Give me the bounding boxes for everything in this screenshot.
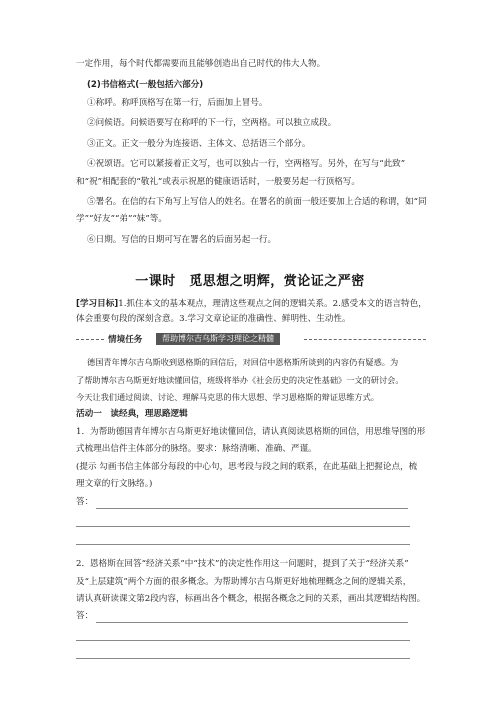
answer-line[interactable] <box>76 658 410 659</box>
learning-goals-text-1: 1.抓住本文的基本观点，理清这些观点之间的逻辑关系。2.感受本文的语言特色， <box>118 299 427 309</box>
format-item-4: ④祝颂语。它可以紧接着正文写，也可以独占一行，空两格写。另外，在写与“此致” <box>87 159 406 169</box>
question-1-hint-1: (提示 勾画书信主体部分每段的中心句，思考段与段之间的联系，在此基础上把握论点，梳 <box>76 462 418 472</box>
task-intro-1: 德国青年博尔吉乌斯收到恩格斯的回信后，对回信中恩格斯所谈到的内容仍有疑惑。为 <box>87 357 399 367</box>
answer-label-2: 答： <box>76 611 94 621</box>
answer-line[interactable] <box>76 544 410 545</box>
paragraph-tail: 一定作用，每个时代都需要而且能够创造出自己时代的伟大人物。 <box>76 59 326 69</box>
answer-line[interactable] <box>76 526 410 527</box>
learning-goals-label: [学习目标] <box>76 299 119 309</box>
learning-goals-line-1 <box>76 298 426 310</box>
format-item-5: ⑤署名。在信的右下角写上写信人的姓名。在署名的前面一般还要加上合适的称谓，如“同 <box>87 197 427 207</box>
task-intro-3: 今天让我们通过阅读、讨论、理解马克思的伟大思想、学习恩格斯的辩证思维方式。 <box>76 392 379 402</box>
question-1-line-1: 1．为帮助德国青年博尔吉乌斯更好地读懂回信，请认真阅读恩格斯的回信，用思维导图的形 <box>76 427 426 437</box>
question-2-line-2: 及“上层建筑”两个方面的很多概念。为帮助博尔吉乌斯更好地梳理概念之间的逻辑关系， <box>76 577 412 587</box>
format-item-1: ①称呼。称呼顶格写在第一行，后面加上冒号。 <box>87 98 268 108</box>
format-item-6: ⑥日期。写信的日期可写在署名的后面另起一行。 <box>87 235 277 245</box>
question-1-line-2: 式梳理出信件主体部分的脉络。要求：脉络清晰、准确、严谨。 <box>76 444 317 454</box>
activity-title: 活动一 读经典，理思路逻辑 <box>76 409 188 419</box>
answer-line[interactable] <box>76 640 410 641</box>
lesson-title: 一课时 觅思想之明辉，赏论证之严密 <box>135 274 365 289</box>
format-item-2: ②问候语。问候语要写在称呼的下一行，空两格。可以独立成段。 <box>87 118 337 128</box>
answer-line[interactable] <box>96 622 408 623</box>
question-1-hint-2: 理文章的行文脉络。) <box>76 479 153 489</box>
task-banner <box>76 333 426 345</box>
task-intro-2: 了帮助博尔吉乌斯更好地读懂回信，班级将举办《社会历史的决定性基础》一文的研讨会。 <box>76 375 404 385</box>
question-2-line-1: 2．恩格斯在回答“经济关系”中“技术”的决定性作用这一问题时，提到了关于“经济关系” <box>76 559 409 569</box>
banner-dash-right <box>304 339 426 340</box>
banner-dash-left <box>76 339 104 340</box>
learning-goals-line-2: 体会重要句段的深刻含意。3.学习文章论证的准确性、鲜明性、生动性。 <box>76 314 351 324</box>
format-item-3: ③正文。正文一般分为连接语、主体文、总括语三个部分。 <box>87 139 311 149</box>
task-label: 情境任务 <box>108 335 143 345</box>
format-item-4-cont: 和“祝”相配套的“敬礼”或表示祝愿的健康语话时，一般要另起一行顶格写。 <box>76 177 360 187</box>
format-item-5-cont: 学”“好友”“弟”“妹”等。 <box>76 214 167 224</box>
answer-label-1: 答： <box>76 497 94 507</box>
question-2-line-3: 请认真研读课文第2段内容，标画出各个概念，根据各概念之间的关系，画出其逻辑结构图。 <box>76 594 426 604</box>
task-box: 帮助博尔吉乌斯学习理论之精髓 <box>156 333 280 345</box>
answer-line[interactable] <box>96 508 408 509</box>
letter-format-heading: (2)书信格式(一般包括六部分) <box>87 80 204 90</box>
